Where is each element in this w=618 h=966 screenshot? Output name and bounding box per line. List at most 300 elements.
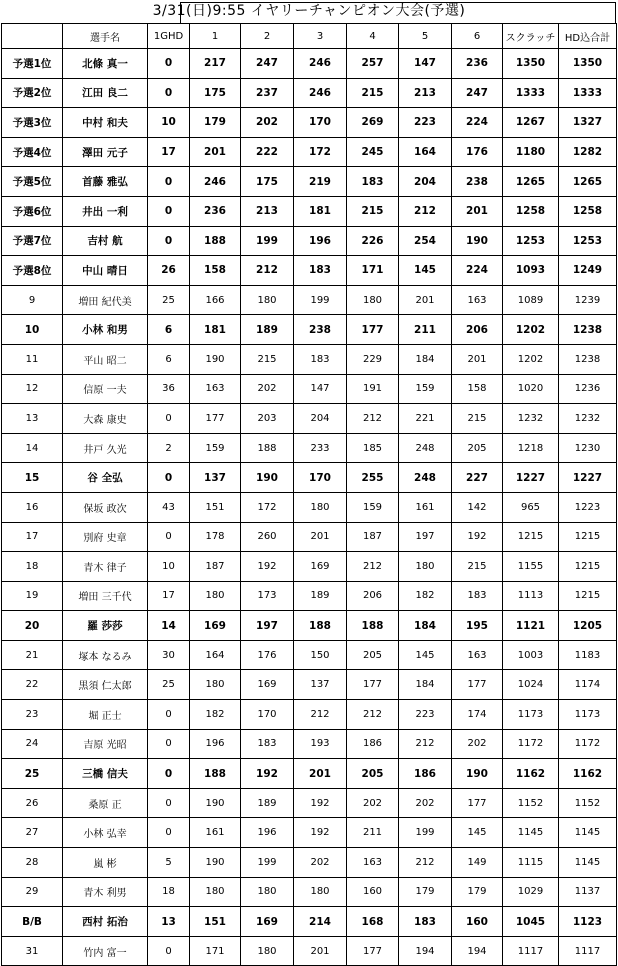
player-name-cell: 信原 一夫: [63, 374, 148, 404]
total-with-hd-cell: 1117: [559, 936, 617, 966]
table-row: [2, 433, 617, 463]
game-5-cell: 184: [399, 344, 452, 374]
table-row: [2, 640, 617, 670]
player-name-cell: 中山 晴日: [63, 256, 148, 286]
game-4-cell: 163: [347, 848, 399, 878]
game-5-cell: 186: [399, 759, 452, 789]
handicap-cell: 43: [148, 492, 190, 522]
game-2-cell: 202: [241, 108, 294, 138]
header-game-6: 6: [452, 24, 503, 49]
table-row: [2, 78, 617, 108]
game-3-cell: 189: [294, 581, 347, 611]
game-2-cell: 188: [241, 433, 294, 463]
total-with-hd-cell: 1215: [559, 581, 617, 611]
game-3-cell: 202: [294, 848, 347, 878]
game-1-cell: 246: [190, 167, 241, 197]
handicap-cell: 25: [148, 285, 190, 315]
scratch-cell: 1258: [503, 196, 559, 226]
game-3-cell: 246: [294, 49, 347, 79]
game-5-cell: 184: [399, 611, 452, 641]
game-3-cell: 183: [294, 256, 347, 286]
game-2-cell: 212: [241, 256, 294, 286]
player-name-cell: 小林 和男: [63, 315, 148, 345]
game-1-cell: 182: [190, 700, 241, 730]
game-1-cell: 151: [190, 907, 241, 937]
player-name-cell: 小林 弘幸: [63, 818, 148, 848]
game-1-cell: 180: [190, 877, 241, 907]
total-with-hd-cell: 1215: [559, 522, 617, 552]
handicap-cell: 0: [148, 167, 190, 197]
game-5-cell: 221: [399, 404, 452, 434]
game-5-cell: 183: [399, 907, 452, 937]
game-2-cell: 183: [241, 729, 294, 759]
game-4-cell: 229: [347, 344, 399, 374]
total-with-hd-cell: 1238: [559, 315, 617, 345]
total-with-hd-cell: 1223: [559, 492, 617, 522]
game-3-cell: 170: [294, 463, 347, 493]
table-row: [2, 670, 617, 700]
handicap-cell: 30: [148, 640, 190, 670]
scratch-cell: 1152: [503, 788, 559, 818]
rank-cell: 23: [2, 700, 63, 730]
player-name-cell: 大森 康史: [63, 404, 148, 434]
scratch-cell: 1267: [503, 108, 559, 138]
table-row: [2, 877, 617, 907]
game-3-cell: 150: [294, 640, 347, 670]
game-2-cell: 180: [241, 285, 294, 315]
game-5-cell: 212: [399, 196, 452, 226]
game-5-cell: 248: [399, 433, 452, 463]
handicap-cell: 0: [148, 818, 190, 848]
player-name-cell: 桑原 正: [63, 788, 148, 818]
game-6-cell: 145: [452, 818, 503, 848]
player-name-cell: 羅 莎莎: [63, 611, 148, 641]
total-with-hd-cell: 1205: [559, 611, 617, 641]
game-5-cell: 182: [399, 581, 452, 611]
game-1-cell: 158: [190, 256, 241, 286]
table-row: [2, 344, 617, 374]
header-game-3: 3: [294, 24, 347, 49]
game-6-cell: 195: [452, 611, 503, 641]
game-4-cell: 186: [347, 729, 399, 759]
game-6-cell: 206: [452, 315, 503, 345]
game-1-cell: 175: [190, 78, 241, 108]
table-row: [2, 137, 617, 167]
scratch-cell: 1202: [503, 315, 559, 345]
total-with-hd-cell: 1145: [559, 818, 617, 848]
game-2-cell: 199: [241, 848, 294, 878]
game-6-cell: 176: [452, 137, 503, 167]
total-with-hd-cell: 1265: [559, 167, 617, 197]
table-row: [2, 848, 617, 878]
game-1-cell: 159: [190, 433, 241, 463]
handicap-cell: 5: [148, 848, 190, 878]
header-total-with-hd: HD込合計: [559, 24, 617, 49]
game-2-cell: 247: [241, 49, 294, 79]
game-1-cell: 190: [190, 344, 241, 374]
player-name-cell: 吉村 航: [63, 226, 148, 256]
handicap-cell: 0: [148, 196, 190, 226]
game-2-cell: 202: [241, 374, 294, 404]
table-row: [2, 611, 617, 641]
rank-cell: 17: [2, 522, 63, 552]
player-name-cell: 吉原 光昭: [63, 729, 148, 759]
game-3-cell: 147: [294, 374, 347, 404]
game-6-cell: 215: [452, 404, 503, 434]
game-6-cell: 160: [452, 907, 503, 937]
rank-cell: 予選7位: [2, 226, 63, 256]
player-name-cell: 西村 拓治: [63, 907, 148, 937]
player-name-cell: 黒須 仁太郎: [63, 670, 148, 700]
rank-cell: 予選8位: [2, 256, 63, 286]
game-6-cell: 149: [452, 848, 503, 878]
table-row: [2, 936, 617, 966]
game-6-cell: 227: [452, 463, 503, 493]
game-2-cell: 215: [241, 344, 294, 374]
rank-cell: 18: [2, 552, 63, 582]
scratch-cell: 1215: [503, 522, 559, 552]
game-2-cell: 192: [241, 759, 294, 789]
rank-cell: 予選1位: [2, 49, 63, 79]
game-5-cell: 202: [399, 788, 452, 818]
total-with-hd-cell: 1123: [559, 907, 617, 937]
game-2-cell: 180: [241, 936, 294, 966]
player-name-cell: 中村 和夫: [63, 108, 148, 138]
scratch-cell: 1155: [503, 552, 559, 582]
handicap-cell: 18: [148, 877, 190, 907]
game-5-cell: 197: [399, 522, 452, 552]
scratch-cell: 1232: [503, 404, 559, 434]
header-rank: [2, 24, 63, 49]
game-1-cell: 166: [190, 285, 241, 315]
rank-cell: 13: [2, 404, 63, 434]
game-3-cell: 199: [294, 285, 347, 315]
game-4-cell: 255: [347, 463, 399, 493]
game-6-cell: 215: [452, 552, 503, 582]
game-5-cell: 254: [399, 226, 452, 256]
scratch-cell: 1089: [503, 285, 559, 315]
game-6-cell: 183: [452, 581, 503, 611]
game-3-cell: 201: [294, 936, 347, 966]
game-3-cell: 219: [294, 167, 347, 197]
rank-cell: 19: [2, 581, 63, 611]
game-4-cell: 183: [347, 167, 399, 197]
table-row: [2, 522, 617, 552]
game-4-cell: 212: [347, 700, 399, 730]
scratch-cell: 1145: [503, 818, 559, 848]
player-name-cell: 増田 三千代: [63, 581, 148, 611]
total-with-hd-cell: 1152: [559, 788, 617, 818]
game-2-cell: 173: [241, 581, 294, 611]
game-2-cell: 192: [241, 552, 294, 582]
table-row: [2, 108, 617, 138]
game-5-cell: 213: [399, 78, 452, 108]
scratch-cell: 1162: [503, 759, 559, 789]
game-5-cell: 164: [399, 137, 452, 167]
header-game-4: 4: [347, 24, 399, 49]
game-6-cell: 177: [452, 670, 503, 700]
game-2-cell: 203: [241, 404, 294, 434]
player-name-cell: 堀 正士: [63, 700, 148, 730]
handicap-cell: 0: [148, 936, 190, 966]
table-row: [2, 552, 617, 582]
game-6-cell: 194: [452, 936, 503, 966]
rank-cell: 9: [2, 285, 63, 315]
player-name-cell: 北條 真一: [63, 49, 148, 79]
handicap-cell: 0: [148, 404, 190, 434]
game-1-cell: 171: [190, 936, 241, 966]
results-table-body: [2, 24, 617, 966]
game-2-cell: 180: [241, 877, 294, 907]
scratch-cell: 1093: [503, 256, 559, 286]
handicap-cell: 36: [148, 374, 190, 404]
table-row: [2, 818, 617, 848]
game-4-cell: 211: [347, 818, 399, 848]
handicap-cell: 0: [148, 49, 190, 79]
game-1-cell: 163: [190, 374, 241, 404]
scratch-cell: 1020: [503, 374, 559, 404]
total-with-hd-cell: 1162: [559, 759, 617, 789]
game-1-cell: 137: [190, 463, 241, 493]
game-6-cell: 202: [452, 729, 503, 759]
table-row: [2, 729, 617, 759]
total-with-hd-cell: 1236: [559, 374, 617, 404]
total-with-hd-cell: 1227: [559, 463, 617, 493]
total-with-hd-cell: 1258: [559, 196, 617, 226]
game-2-cell: 199: [241, 226, 294, 256]
game-3-cell: 201: [294, 522, 347, 552]
handicap-cell: 10: [148, 552, 190, 582]
game-5-cell: 179: [399, 877, 452, 907]
total-with-hd-cell: 1249: [559, 256, 617, 286]
total-with-hd-cell: 1333: [559, 78, 617, 108]
total-with-hd-cell: 1282: [559, 137, 617, 167]
game-4-cell: 269: [347, 108, 399, 138]
game-4-cell: 168: [347, 907, 399, 937]
game-2-cell: 196: [241, 818, 294, 848]
game-4-cell: 177: [347, 315, 399, 345]
game-6-cell: 142: [452, 492, 503, 522]
total-with-hd-cell: 1238: [559, 344, 617, 374]
table-row: [2, 759, 617, 789]
game-4-cell: 177: [347, 670, 399, 700]
game-6-cell: 201: [452, 196, 503, 226]
game-4-cell: 212: [347, 552, 399, 582]
scratch-cell: 965: [503, 492, 559, 522]
game-2-cell: 260: [241, 522, 294, 552]
scratch-cell: 1029: [503, 877, 559, 907]
game-4-cell: 185: [347, 433, 399, 463]
table-row: [2, 226, 617, 256]
game-1-cell: 181: [190, 315, 241, 345]
game-3-cell: 180: [294, 492, 347, 522]
game-6-cell: 236: [452, 49, 503, 79]
game-5-cell: 199: [399, 818, 452, 848]
player-name-cell: 首藤 雅弘: [63, 167, 148, 197]
rank-cell: 15: [2, 463, 63, 493]
header-player-name: 選手名: [63, 24, 148, 49]
scratch-cell: 1227: [503, 463, 559, 493]
handicap-cell: 10: [148, 108, 190, 138]
player-name-cell: 青木 利男: [63, 877, 148, 907]
game-4-cell: 215: [347, 196, 399, 226]
handicap-cell: 0: [148, 522, 190, 552]
scratch-cell: 1333: [503, 78, 559, 108]
total-with-hd-cell: 1253: [559, 226, 617, 256]
rank-cell: 11: [2, 344, 63, 374]
game-2-cell: 170: [241, 700, 294, 730]
game-3-cell: 193: [294, 729, 347, 759]
game-5-cell: 201: [399, 285, 452, 315]
total-with-hd-cell: 1183: [559, 640, 617, 670]
results-table: [1, 23, 617, 966]
scratch-cell: 1024: [503, 670, 559, 700]
handicap-cell: 0: [148, 700, 190, 730]
game-1-cell: 236: [190, 196, 241, 226]
game-5-cell: 212: [399, 729, 452, 759]
scratch-cell: 1121: [503, 611, 559, 641]
handicap-cell: 6: [148, 344, 190, 374]
rank-cell: 20: [2, 611, 63, 641]
scratch-cell: 1350: [503, 49, 559, 79]
scratch-cell: 1180: [503, 137, 559, 167]
game-3-cell: 214: [294, 907, 347, 937]
game-1-cell: 190: [190, 848, 241, 878]
table-row: [2, 285, 617, 315]
game-6-cell: 224: [452, 108, 503, 138]
header-game-5: 5: [399, 24, 452, 49]
game-4-cell: 187: [347, 522, 399, 552]
scratch-cell: 1253: [503, 226, 559, 256]
handicap-cell: 0: [148, 463, 190, 493]
total-with-hd-cell: 1174: [559, 670, 617, 700]
scratch-cell: 1265: [503, 167, 559, 197]
scratch-cell: 1045: [503, 907, 559, 937]
game-1-cell: 196: [190, 729, 241, 759]
rank-cell: 22: [2, 670, 63, 700]
game-4-cell: 191: [347, 374, 399, 404]
game-6-cell: 192: [452, 522, 503, 552]
rank-cell: 12: [2, 374, 63, 404]
header-game-1: 1: [190, 24, 241, 49]
handicap-cell: 0: [148, 759, 190, 789]
rank-cell: 26: [2, 788, 63, 818]
game-4-cell: 245: [347, 137, 399, 167]
rank-cell: 10: [2, 315, 63, 345]
handicap-cell: 0: [148, 788, 190, 818]
handicap-cell: 17: [148, 137, 190, 167]
game-4-cell: 205: [347, 759, 399, 789]
game-3-cell: 238: [294, 315, 347, 345]
scratch-cell: 1113: [503, 581, 559, 611]
game-2-cell: 190: [241, 463, 294, 493]
game-2-cell: 189: [241, 788, 294, 818]
rank-cell: 14: [2, 433, 63, 463]
game-3-cell: 180: [294, 877, 347, 907]
player-name-cell: 別府 史章: [63, 522, 148, 552]
game-4-cell: 171: [347, 256, 399, 286]
game-6-cell: 201: [452, 344, 503, 374]
game-4-cell: 226: [347, 226, 399, 256]
player-name-cell: 澤田 元子: [63, 137, 148, 167]
game-1-cell: 164: [190, 640, 241, 670]
table-row: [2, 315, 617, 345]
game-5-cell: 194: [399, 936, 452, 966]
game-3-cell: 196: [294, 226, 347, 256]
game-3-cell: 233: [294, 433, 347, 463]
game-4-cell: 212: [347, 404, 399, 434]
table-row: [2, 374, 617, 404]
handicap-cell: 2: [148, 433, 190, 463]
rank-cell: 予選5位: [2, 167, 63, 197]
player-name-cell: 竹内 富一: [63, 936, 148, 966]
game-2-cell: 169: [241, 670, 294, 700]
total-with-hd-cell: 1350: [559, 49, 617, 79]
game-1-cell: 151: [190, 492, 241, 522]
game-3-cell: 170: [294, 108, 347, 138]
table-row: [2, 788, 617, 818]
game-6-cell: 224: [452, 256, 503, 286]
scratch-cell: 1117: [503, 936, 559, 966]
rank-cell: 予選4位: [2, 137, 63, 167]
scratch-cell: 1202: [503, 344, 559, 374]
header-game-2: 2: [241, 24, 294, 49]
game-2-cell: 237: [241, 78, 294, 108]
rank-cell: 16: [2, 492, 63, 522]
scratch-cell: 1115: [503, 848, 559, 878]
game-6-cell: 190: [452, 759, 503, 789]
game-1-cell: 188: [190, 759, 241, 789]
table-row: [2, 700, 617, 730]
game-4-cell: 205: [347, 640, 399, 670]
game-3-cell: 201: [294, 759, 347, 789]
game-6-cell: 158: [452, 374, 503, 404]
handicap-cell: 0: [148, 226, 190, 256]
handicap-cell: 13: [148, 907, 190, 937]
handicap-cell: 26: [148, 256, 190, 286]
rank-cell: 27: [2, 818, 63, 848]
game-1-cell: 180: [190, 670, 241, 700]
game-4-cell: 215: [347, 78, 399, 108]
game-5-cell: 223: [399, 108, 452, 138]
rank-cell: 24: [2, 729, 63, 759]
header-row: [2, 24, 617, 49]
rank-cell: 21: [2, 640, 63, 670]
handicap-cell: 14: [148, 611, 190, 641]
game-1-cell: 179: [190, 108, 241, 138]
game-5-cell: 223: [399, 700, 452, 730]
game-5-cell: 180: [399, 552, 452, 582]
total-with-hd-cell: 1145: [559, 848, 617, 878]
header-scratch: スクラッチ: [503, 24, 559, 49]
page-title: 3/31(日)9:55 イヤリーチャンピオン大会(予選): [152, 3, 466, 19]
rank-cell: 29: [2, 877, 63, 907]
game-1-cell: 169: [190, 611, 241, 641]
game-5-cell: 212: [399, 848, 452, 878]
game-6-cell: 163: [452, 285, 503, 315]
game-6-cell: 174: [452, 700, 503, 730]
game-3-cell: 192: [294, 788, 347, 818]
game-5-cell: 204: [399, 167, 452, 197]
total-with-hd-cell: 1215: [559, 552, 617, 582]
handicap-cell: 17: [148, 581, 190, 611]
game-4-cell: 188: [347, 611, 399, 641]
table-row: [2, 167, 617, 197]
game-6-cell: 179: [452, 877, 503, 907]
game-4-cell: 159: [347, 492, 399, 522]
rank-cell: 予選6位: [2, 196, 63, 226]
game-5-cell: 147: [399, 49, 452, 79]
